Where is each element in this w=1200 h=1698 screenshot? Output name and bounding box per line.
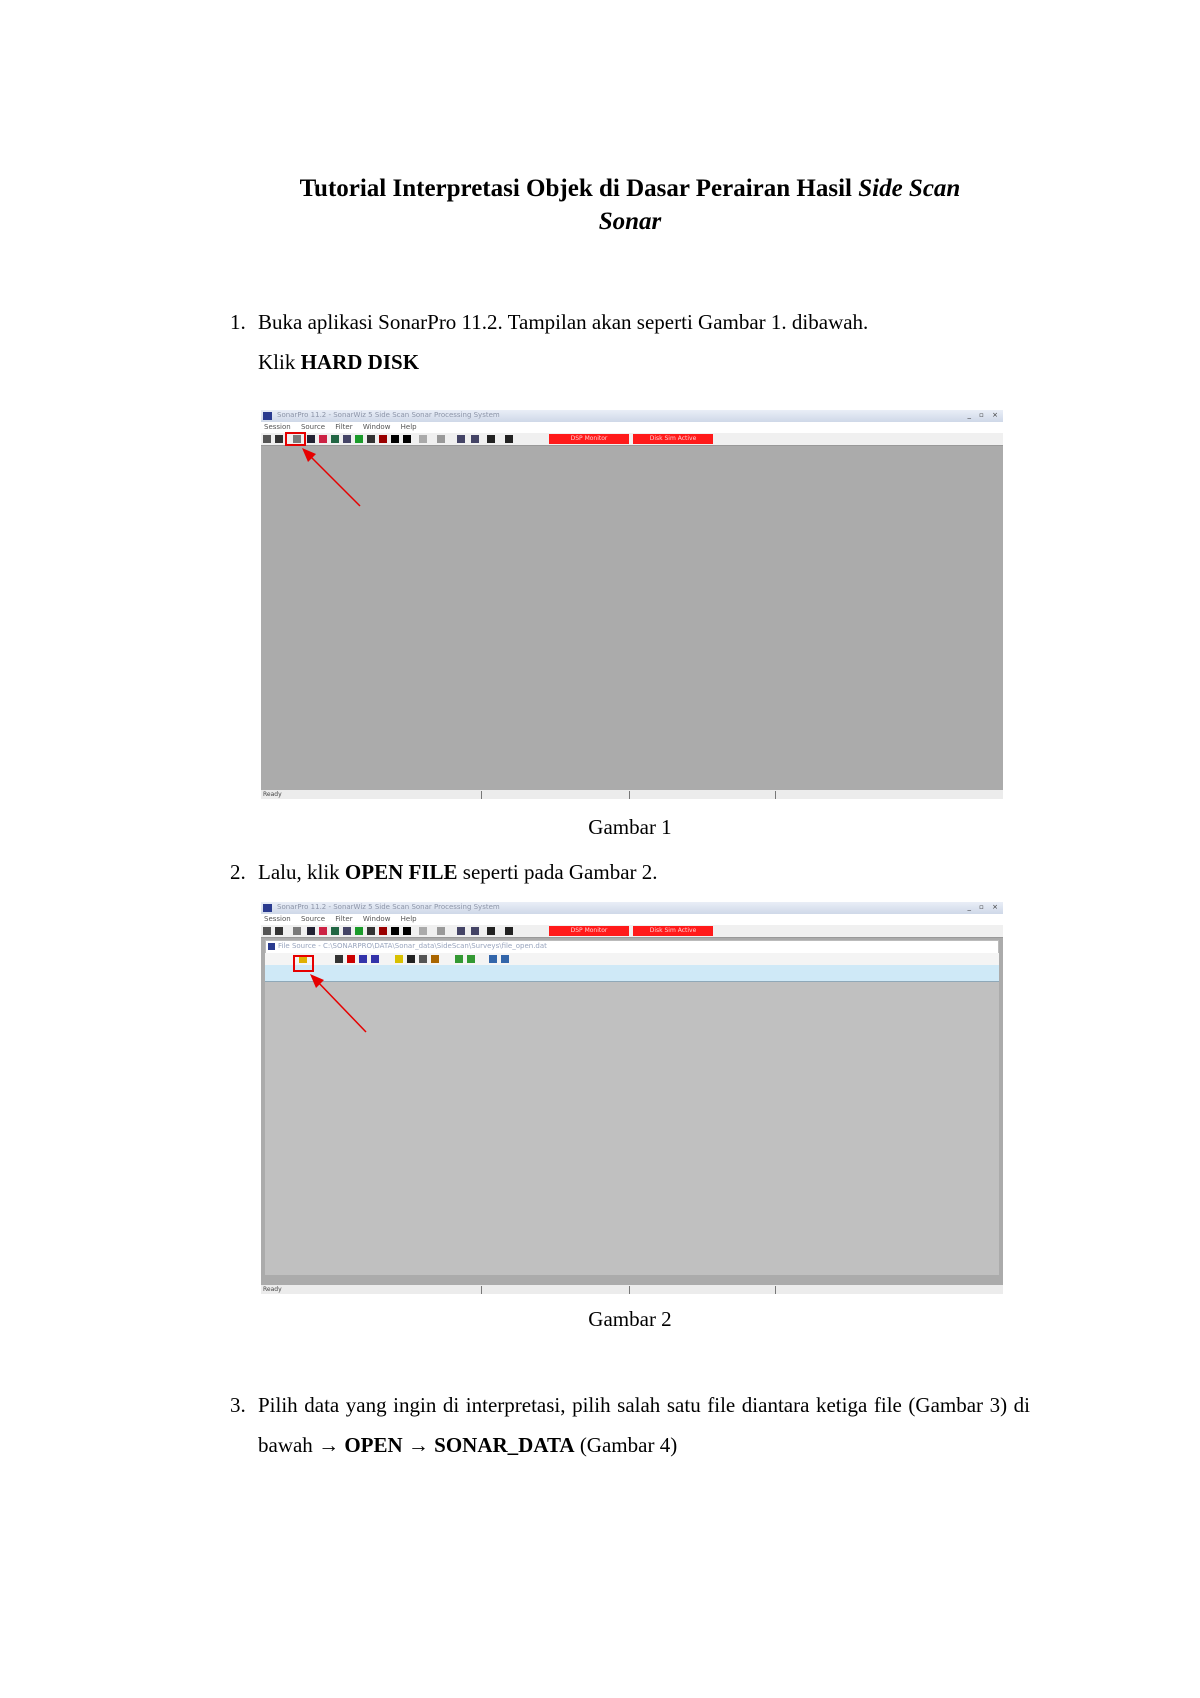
toolbar-icon <box>431 955 439 963</box>
toolbar-icon <box>501 955 509 963</box>
toolbar-icon <box>403 927 411 935</box>
status-separator <box>481 791 482 799</box>
open-label: OPEN <box>344 1433 403 1457</box>
menu-help: Help <box>400 423 417 431</box>
toolbar-icon <box>347 955 355 963</box>
window-titlebar <box>261 410 1003 422</box>
toolbar-icon <box>379 927 387 935</box>
window-controls: _ ▫ × <box>967 903 1001 911</box>
toolbar-icon <box>391 927 399 935</box>
child-window-titlebar <box>265 940 999 954</box>
toolbar-icon <box>367 927 375 935</box>
status-text: Ready <box>263 791 282 798</box>
toolbar-icon <box>331 927 339 935</box>
window-title: SonarPro 11.2 - SonarWiz 5 Side Scan Sonar Processing System <box>277 903 500 911</box>
right-arrow-icon: → <box>407 1433 429 1457</box>
toolbar-icon <box>275 927 283 935</box>
toolbar-icon <box>293 927 301 935</box>
menu-filter: Filter <box>335 423 353 431</box>
step-1-line-1: Buka aplikasi SonarPro 11.2. Tampilan akan seperti Gambar 1. dibawah. <box>258 310 869 334</box>
step-1-line-2 <box>258 342 1030 382</box>
toolbar-icon <box>437 927 445 935</box>
menu-window: Window <box>362 915 391 923</box>
red-arrow-icon <box>300 446 370 516</box>
step-3-text <box>258 1385 1030 1465</box>
toolbar-icon <box>419 955 427 963</box>
status-separator <box>775 791 776 799</box>
menu-help: Help <box>400 915 417 923</box>
toolbar-icon <box>391 435 399 443</box>
toolbar-icon <box>487 435 495 443</box>
app-icon <box>263 412 272 420</box>
child-window-toolbar <box>265 953 999 965</box>
red-status-button: Disk Sim Active <box>633 434 713 444</box>
toolbar-icon <box>487 927 495 935</box>
toolbar-icon <box>359 955 367 963</box>
toolbar-icon <box>437 435 445 443</box>
status-text: Ready <box>263 1286 282 1293</box>
step-1-line-2-prefix: Klik <box>258 350 301 374</box>
figure-2-screenshot <box>261 902 1003 1294</box>
toolbar-icon <box>455 955 463 963</box>
toolbar-icon <box>355 435 363 443</box>
title-text: Tutorial Interpretasi Objek di Dasar Perairan Hasil <box>299 175 859 202</box>
toolbar-icon <box>505 927 513 935</box>
step-3 <box>230 1385 1030 1465</box>
menubar <box>261 422 1003 433</box>
statusbar <box>261 1285 1003 1294</box>
toolbar-icon <box>457 927 465 935</box>
step-2-suffix: seperti pada Gambar 2. <box>457 860 658 884</box>
child-window-title: File Source - C:\SONARPRO\DATA\Sonar_data\SideScan\Surveys\file_open.dat <box>278 942 547 950</box>
menu-window: Window <box>362 423 391 431</box>
toolbar-icon <box>343 435 351 443</box>
step-3-text-main: Pilih data yang ingin di interpretasi, pilih salah satu file diantara ketiga file (Gambar 3) di bawah <box>258 1393 1030 1457</box>
step-3-suffix: (Gambar 4) <box>574 1433 678 1457</box>
highlight-box <box>285 432 306 446</box>
status-separator <box>629 791 630 799</box>
menubar <box>261 914 1003 925</box>
step-number: 3. <box>230 1393 246 1417</box>
figure-2-caption: Gambar 2 <box>588 1307 672 1331</box>
child-window-icon <box>268 943 275 950</box>
figure-1-screenshot <box>261 410 1003 799</box>
toolbar-icon <box>263 435 271 443</box>
red-status-button: Disk Sim Active <box>633 926 713 936</box>
step-number: 2. <box>230 860 246 884</box>
toolbar-icon <box>489 955 497 963</box>
title-italic-1: Side Scan <box>858 175 961 202</box>
step-2-text <box>258 852 1030 892</box>
main-workspace <box>261 446 1003 790</box>
toolbar-icon <box>505 435 513 443</box>
menu-source: Source <box>300 423 325 431</box>
hard-disk-label: HARD DISK <box>300 350 420 374</box>
toolbar-icon <box>395 955 403 963</box>
document-title <box>200 172 1060 238</box>
step-number: 1. <box>230 310 246 334</box>
toolbar-icon <box>403 435 411 443</box>
status-separator <box>775 1286 776 1294</box>
figure-1-caption: Gambar 1 <box>588 815 672 839</box>
toolbar <box>261 925 1003 938</box>
statusbar <box>261 790 1003 799</box>
window-title: SonarPro 11.2 - SonarWiz 5 Side Scan Sonar Processing System <box>277 411 500 419</box>
toolbar-icon <box>331 435 339 443</box>
toolbar-icon <box>471 927 479 935</box>
toolbar-icon <box>307 435 315 443</box>
menu-session: Session <box>264 915 291 923</box>
red-status-button: DSP Monitor <box>549 926 629 936</box>
toolbar-icon <box>263 927 271 935</box>
right-arrow-icon: → <box>318 1433 340 1457</box>
sonar-data-label: SONAR_DATA <box>434 1433 575 1457</box>
toolbar-icon <box>367 435 375 443</box>
red-arrow-icon <box>308 972 378 1042</box>
toolbar-icon <box>307 927 315 935</box>
step-1 <box>230 302 1030 382</box>
toolbar-icon <box>355 927 363 935</box>
toolbar-icon <box>457 435 465 443</box>
step-2 <box>230 852 1030 892</box>
toolbar-icon <box>407 955 415 963</box>
toolbar-icon <box>371 955 379 963</box>
toolbar-icon <box>343 927 351 935</box>
window-controls: _ ▫ × <box>967 411 1001 419</box>
toolbar-icon <box>319 927 327 935</box>
toolbar-icon <box>419 927 427 935</box>
toolbar-icon <box>467 955 475 963</box>
toolbar-icon <box>379 435 387 443</box>
red-status-button: DSP Monitor <box>549 434 629 444</box>
open-file-label: OPEN FILE <box>344 860 458 884</box>
status-separator <box>629 1286 630 1294</box>
app-icon <box>263 904 272 912</box>
toolbar-icon <box>335 955 343 963</box>
step-2-prefix: Lalu, klik <box>258 860 345 884</box>
highlight-box <box>293 955 314 972</box>
toolbar-icon <box>419 435 427 443</box>
toolbar-icon <box>471 435 479 443</box>
menu-source: Source <box>300 915 325 923</box>
window-titlebar <box>261 902 1003 914</box>
menu-session: Session <box>264 423 291 431</box>
menu-filter: Filter <box>335 915 353 923</box>
toolbar-icon <box>275 435 283 443</box>
toolbar-icon <box>319 435 327 443</box>
toolbar <box>261 433 1003 446</box>
status-separator <box>481 1286 482 1294</box>
title-italic-2: Sonar <box>598 208 662 235</box>
